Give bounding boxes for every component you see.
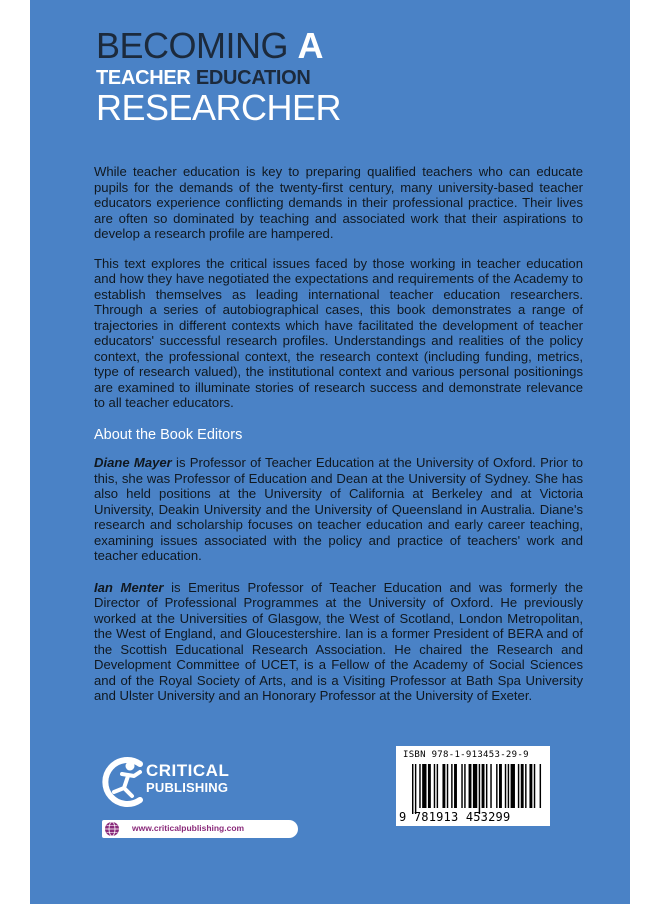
title-word-education: EDUCATION [195,67,311,89]
title-word-a: A [297,25,324,66]
editor-bio [94,580,583,704]
barcode-digits: 9 781913 453299 [399,810,511,824]
editor-name: Diane Mayer [94,455,172,470]
website-url[interactable]: www.criticalpublishing.com [132,823,245,833]
publisher-logo [100,752,270,812]
publisher-name-line2: PUBLISHING [146,780,229,795]
publisher-name-line1: CRITICAL [146,761,230,780]
editor-bio-text: is Professor of Teacher Education at the University of Oxford. Prior to this, she was Professor of Education and Dean at the University of Sydney. She has also held positions at the University of California at Berkeley and at Victoria University, Deakin University and the University of Queensland in Australia. Diane's research and scholarship focuses on teacher education and early career teaching, examining issues associated with the policy and practice of teachers' work and teacher education. [94,455,583,563]
editor-bio [94,455,583,564]
isbn-text: ISBN 978-1-913453-29-9 [403,750,529,760]
blurb-paragraph: While teacher education is key to preparing qualified teachers who can educate pupils for the demands of the twenty-first century, many university-based teacher educators experience conflicting demands in their professional practice. Their lives are often so dominated by teaching and associated work that their aspirations to develop a research profile are hampered. [94,164,583,241]
publisher-website-link[interactable] [102,820,298,838]
editors-heading: About the Book Editors [94,426,243,443]
title-line-1 [96,25,341,66]
isbn-barcode [396,746,550,826]
book-back-cover [30,0,630,904]
title-line-2 [96,68,341,88]
globe-icon [104,821,120,837]
title-word-teacher: TEACHER [96,67,191,89]
blurb-text [94,164,583,718]
editor-name: Ian Menter [94,579,164,595]
book-title [96,25,342,128]
blurb-paragraph: This text explores the critical issues faced by those working in teacher education and how they have negotiated the expectations and requirements of the Academy to establish themselves as leading international teacher education researchers. Through a series of autobiographical cases, this book demonstrates a range of trajectories in different contexts which have facilitated the development of teacher educators' successful research profiles. Understandings and realities of the policy context, the professional context, the research context (including funding, metrics, type of research valued), the institutional context and various personal positionings are examined to illuminate stories of research success and demonstrate relevance to all teacher educators. [94,255,583,410]
editor-bio-text: is Emeritus Professor of Teacher Education and was formerly the Director of Professional Programmes at the University of Oxford. He previously worked at the Universities of Glasgow, the West of Scotland, London Metropolitan, the West of England, and Gloucestershire. Ian is a former President of BERA and of the Scottish Educational Research Association. He chaired the Research and Development Committee of UCET, is a Fellow of the Academy of Social Sciences and of the Royal Society of Arts, and is a Visiting Professor at Bath Spa University and Ulster University and an Honorary Professor at the University of Exeter. [94,579,583,703]
running-figure-c-logo-icon [100,752,150,812]
title-word-becoming: BECOMING [96,25,289,66]
title-word-researcher: RESEARCHER [96,87,342,128]
